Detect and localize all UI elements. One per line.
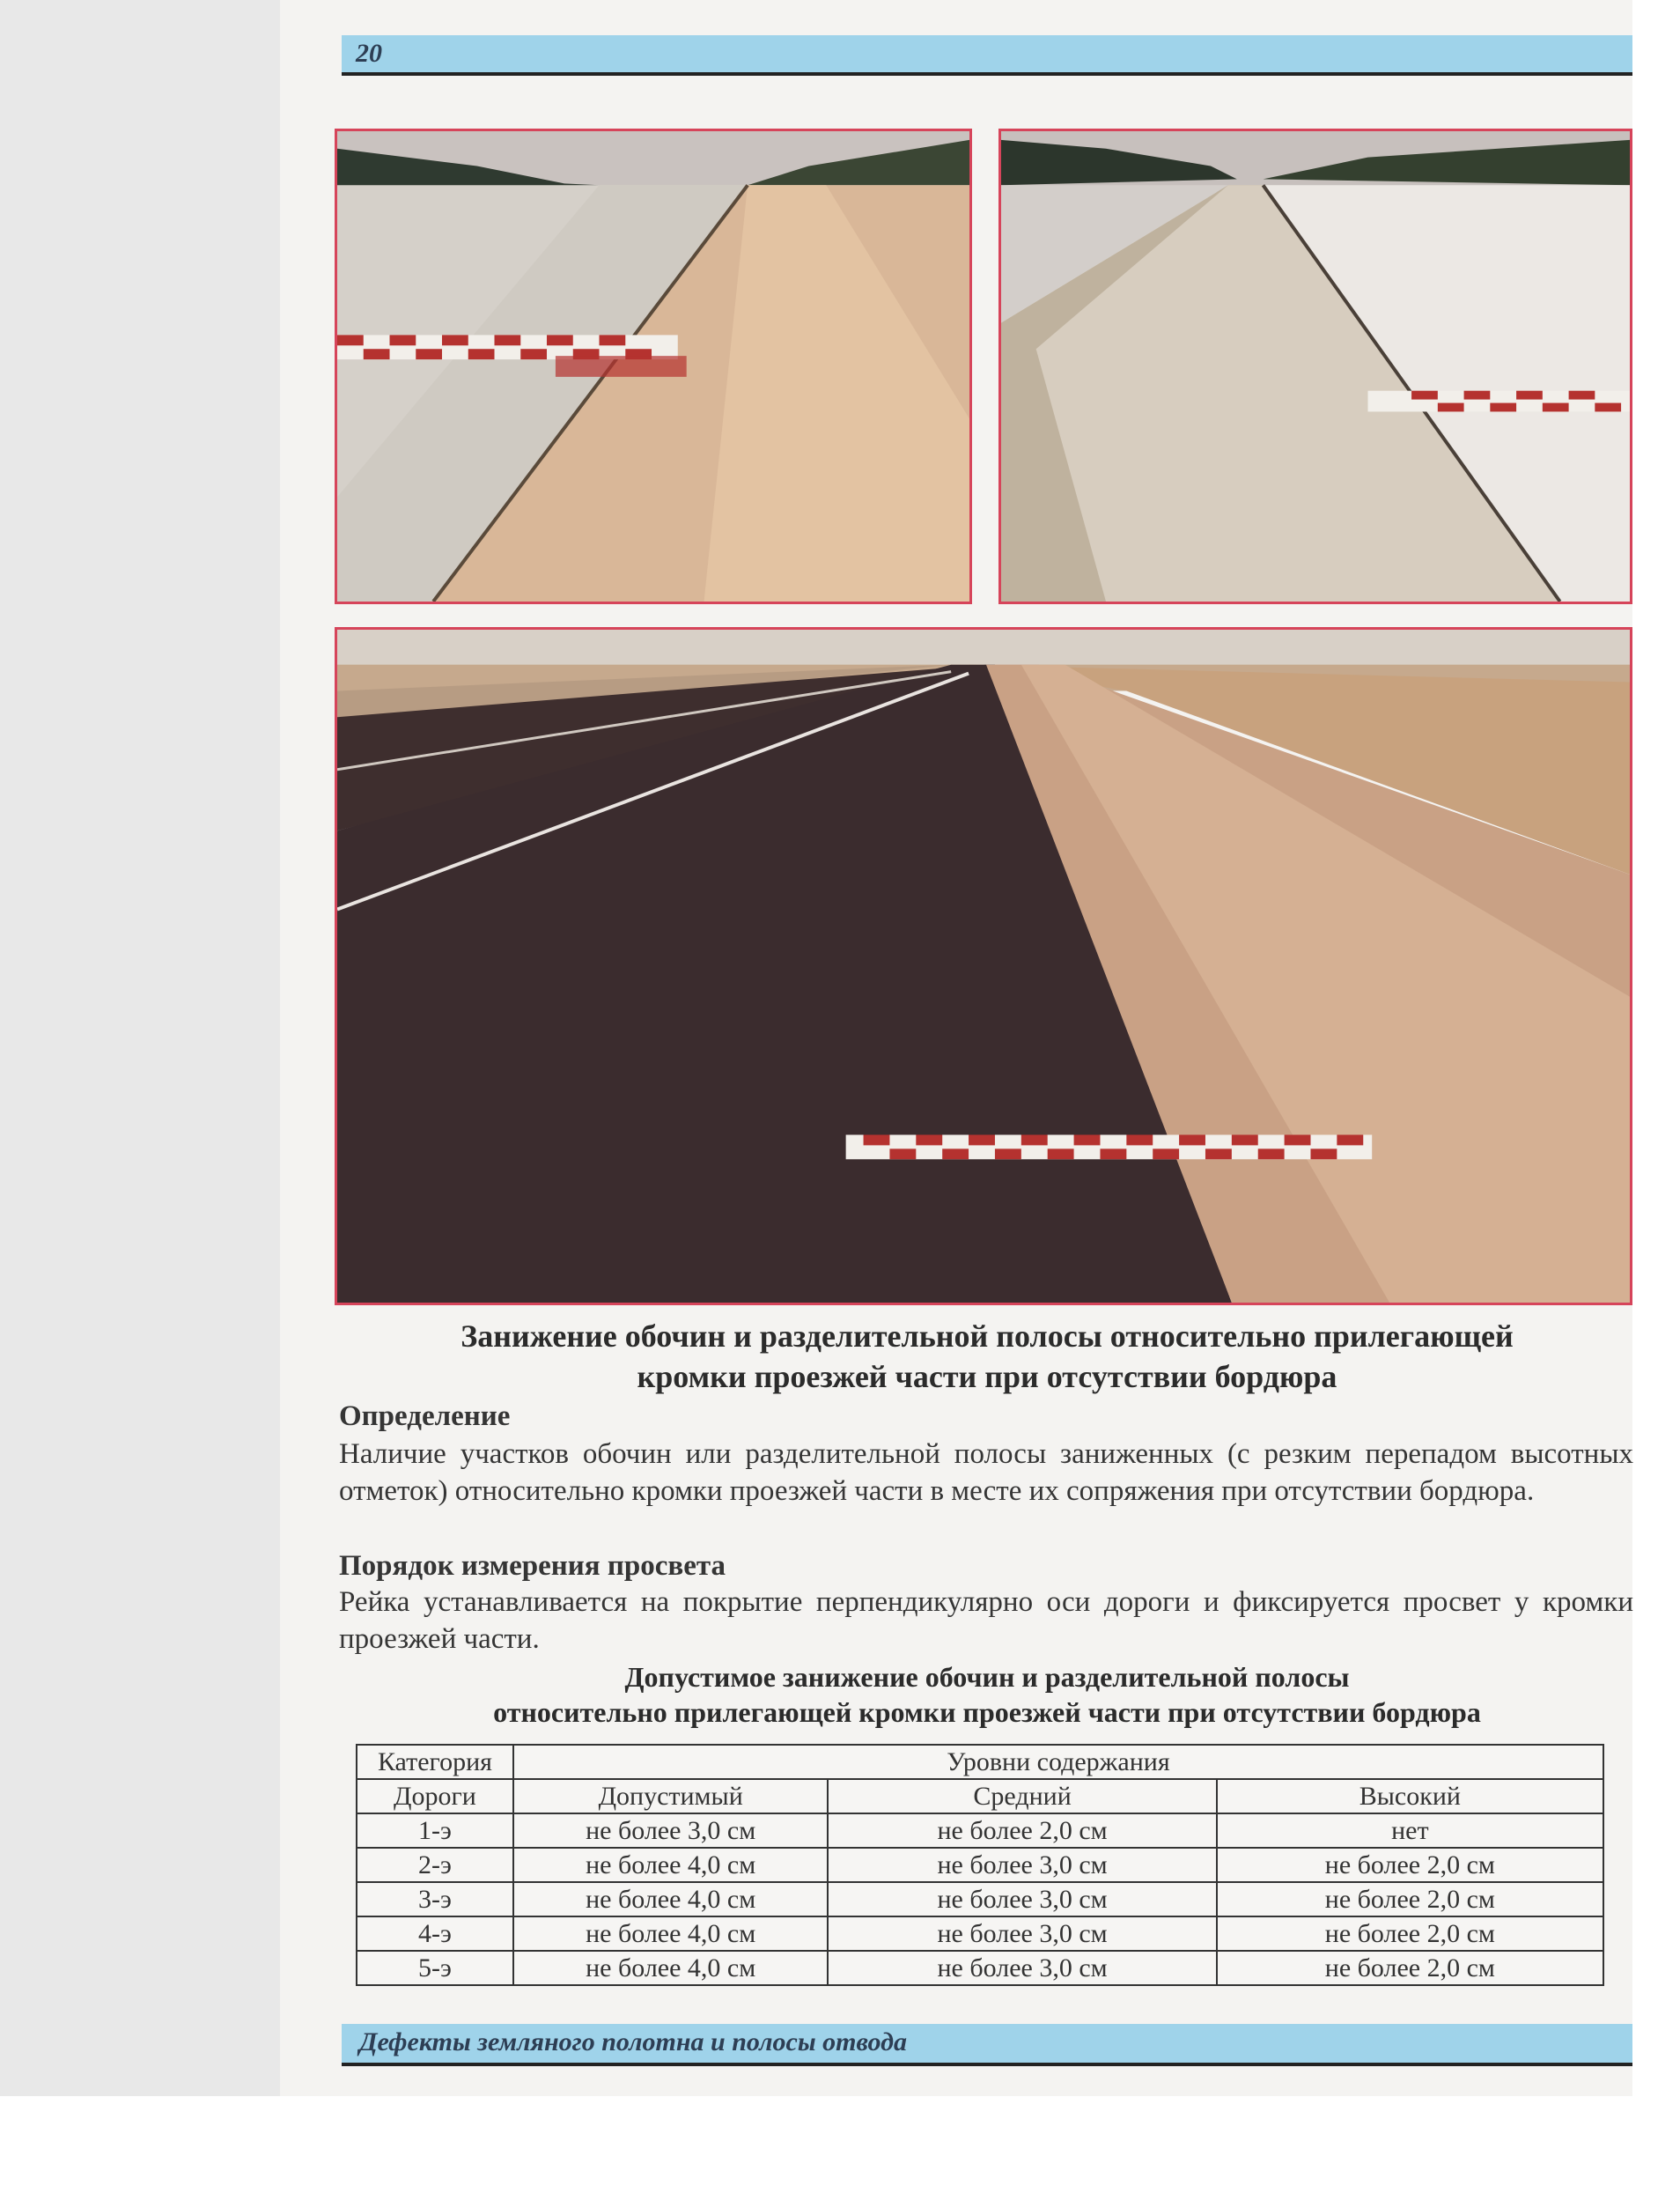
table-header-row-2	[357, 1779, 1603, 1813]
cell-high: нет	[1217, 1813, 1603, 1848]
table-caption-line-2: относительно прилегающей кромки проезжей части при отсутствии бордюра	[493, 1696, 1481, 1728]
cell-medium: не более 3,0 см	[828, 1951, 1216, 1985]
table-row	[357, 1951, 1603, 1985]
cell-medium: не более 3,0 см	[828, 1848, 1216, 1882]
definition-heading: Определение	[339, 1400, 511, 1432]
cell-category: 3-э	[357, 1882, 513, 1916]
cell-high: не более 2,0 см	[1217, 1916, 1603, 1951]
photo-top-left	[335, 129, 972, 604]
cell-category: 1-э	[357, 1813, 513, 1848]
cell-high: не более 2,0 см	[1217, 1882, 1603, 1916]
photo-bottom-wide	[335, 627, 1632, 1305]
cell-category: 5-э	[357, 1951, 513, 1985]
section-title: Дефекты земляного полотна и полосы отвода	[359, 2027, 908, 2056]
cell-permissible: не более 4,0 см	[513, 1848, 829, 1882]
scan-margin-right	[1632, 0, 1680, 2193]
table-row	[357, 1882, 1603, 1916]
header-bar	[342, 35, 1632, 76]
definition-text: Наличие участков обочин или разделительной полосы заниженных (с резким перепадом высотных отметок) относительно кромки проезжей части в месте их сопряжения при отсутствии бордюра.	[339, 1438, 1633, 1507]
road-shoulder-photo-3	[337, 630, 1630, 1303]
caption-line-2: кромки проезжей части при отсутствии бордюра	[637, 1359, 1337, 1394]
table-header-row-1	[357, 1745, 1603, 1779]
caption-line-1: Занижение обочин и разделительной полосы относительно прилегающей	[461, 1318, 1514, 1354]
norms-table	[356, 1744, 1604, 1986]
cell-medium: не более 3,0 см	[828, 1882, 1216, 1916]
photo-caption	[342, 1316, 1632, 1397]
table-row	[357, 1813, 1603, 1848]
table-row	[357, 1848, 1603, 1882]
procedure-heading: Порядок измерения просвета	[339, 1550, 726, 1582]
header-high: Высокий	[1217, 1779, 1603, 1813]
header-category-1: Категория	[357, 1745, 513, 1779]
header-levels: Уровни содержания	[513, 1745, 1603, 1779]
header-category-2: Дороги	[357, 1779, 513, 1813]
table-row	[357, 1916, 1603, 1951]
cell-high: не более 2,0 см	[1217, 1951, 1603, 1985]
cell-permissible: не более 4,0 см	[513, 1916, 829, 1951]
cell-permissible: не более 4,0 см	[513, 1951, 829, 1985]
page-number: 20	[356, 39, 382, 68]
cell-permissible: не более 3,0 см	[513, 1813, 829, 1848]
photo-top-right	[998, 129, 1632, 604]
footer-bar	[342, 2024, 1632, 2066]
cell-permissible: не более 4,0 см	[513, 1882, 829, 1916]
road-shoulder-photo-2	[1001, 131, 1630, 602]
cell-medium: не более 2,0 см	[828, 1813, 1216, 1848]
cell-category: 2-э	[357, 1848, 513, 1882]
header-medium: Средний	[828, 1779, 1216, 1813]
procedure-text: Рейка устанавливается на покрытие перпендикулярно оси дороги и фиксируется просвет у кромки проезжей части.	[339, 1586, 1633, 1655]
cell-category: 4-э	[357, 1916, 513, 1951]
table-caption-line-1: Допустимое занижение обочин и разделительной полосы	[624, 1661, 1350, 1693]
cell-high: не более 2,0 см	[1217, 1848, 1603, 1882]
scan-margin-bottom	[0, 2096, 1680, 2193]
table-caption	[342, 1659, 1632, 1730]
road-shoulder-photo-1	[337, 131, 969, 602]
scan-margin-left	[0, 0, 280, 2193]
cell-medium: не более 3,0 см	[828, 1916, 1216, 1951]
header-permissible: Допустимый	[513, 1779, 829, 1813]
